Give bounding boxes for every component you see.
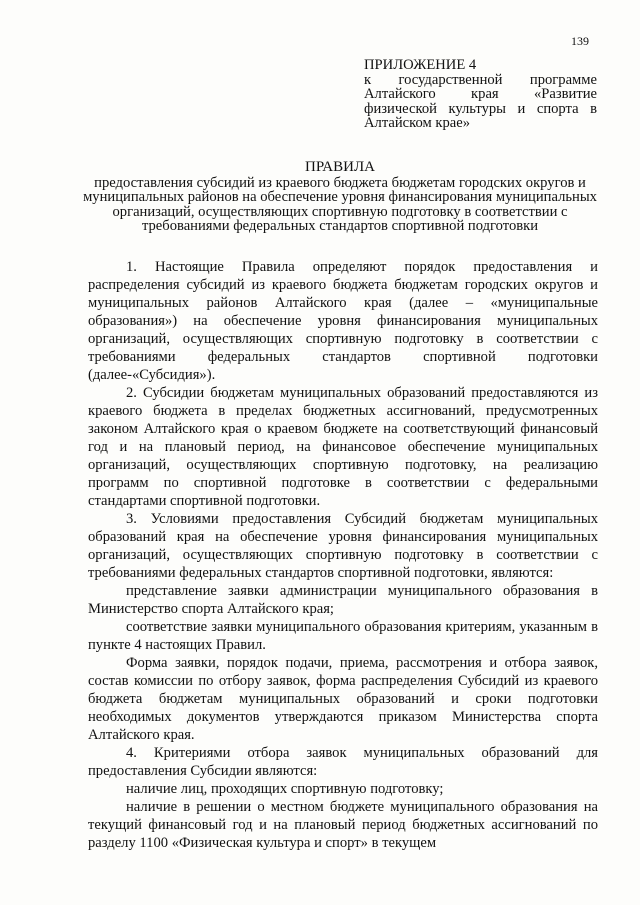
paragraph-3: 3. Условиями предоставления Субсидий бюджетам муниципальных образований края на обеспечение уровня финансирования муниципальных организаций, осуществляющих спортивную подготовку в соответствии с требованиями федеральных стандартов спортивной подготовки, являются: — [88, 511, 598, 581]
paragraph-1: 1. Настоящие Правила определяют порядок предоставления и распределения субсидий из краевого бюджета бюджетам городских округов и муниципальных районов Алтайского края (далее – «муниципальные образования») на обеспечение уровня финансирования муниципальных организаций, осуществляющих спортивную подготовку в соответствии с требованиями федеральных стандартов спортивной подготовки (далее-«Субсидия»). — [88, 259, 598, 383]
document-body — [88, 258, 598, 852]
paragraph-4-item-1: наличие лиц, проходящих спортивную подготовку; — [126, 781, 444, 797]
paragraph-4: 4. Критериями отбора заявок муниципальных образований для предоставления Субсидии являются: — [88, 745, 598, 779]
document-title: ПРАВИЛА — [305, 159, 375, 175]
appendix-text: к государственной программе Алтайского края «Развитие физической культуры и спорта в Алтайском крае» — [364, 71, 597, 132]
appendix-header — [364, 58, 597, 131]
paragraph-4-item-2: наличие в решении о местном бюджете муниципального образования на текущий финансовый год и на плановый период бюджетных ассигнований по разделу 1100 «Физическая культура и спорт» в текущем — [88, 799, 598, 851]
document-heading — [80, 160, 600, 234]
page-number: 139 — [571, 34, 589, 48]
document-subtitle: предоставления субсидий из краевого бюджета бюджетам городских округов и муниципальных районов на обеспечение уровня финансирования муниципальных организаций, осуществляющих спортивную подготовку в соответствии с требованиями федеральных стандартов спортивной подготовки — [83, 174, 597, 235]
paragraph-2: 2. Субсидии бюджетам муниципальных образований предоставляются из краевого бюджета в пределах бюджетных ассигнований, предусмотренных законом Алтайского края о краевом бюджете на соответствующий финансовый год и на плановый период, на финансовое обеспечение муниципальных организаций, осуществляющих спортивную подготовку, на реализацию программ по спортивной подготовке в соответствии с федеральными стандартами спортивной подготовки. — [88, 385, 598, 509]
appendix-title: ПРИЛОЖЕНИЕ 4 — [364, 57, 477, 73]
paragraph-3-item-2: соответствие заявки муниципального образования критериям, указанным в пункте 4 настоящих Правил. — [88, 619, 598, 653]
paragraph-application-form: Форма заявки, порядок подачи, приема, рассмотрения и отбора заявок, состав комиссии по отбору заявок, форма распределения Субсидий из краевого бюджета бюджетам муниципальных образований и сроки подготовки необходимых документов утверждаются приказом Министерства спорта Алтайского края. — [88, 655, 598, 743]
paragraph-3-item-1: представление заявки администрации муниципального образования в Министерство спорта Алтайского края; — [88, 583, 598, 617]
